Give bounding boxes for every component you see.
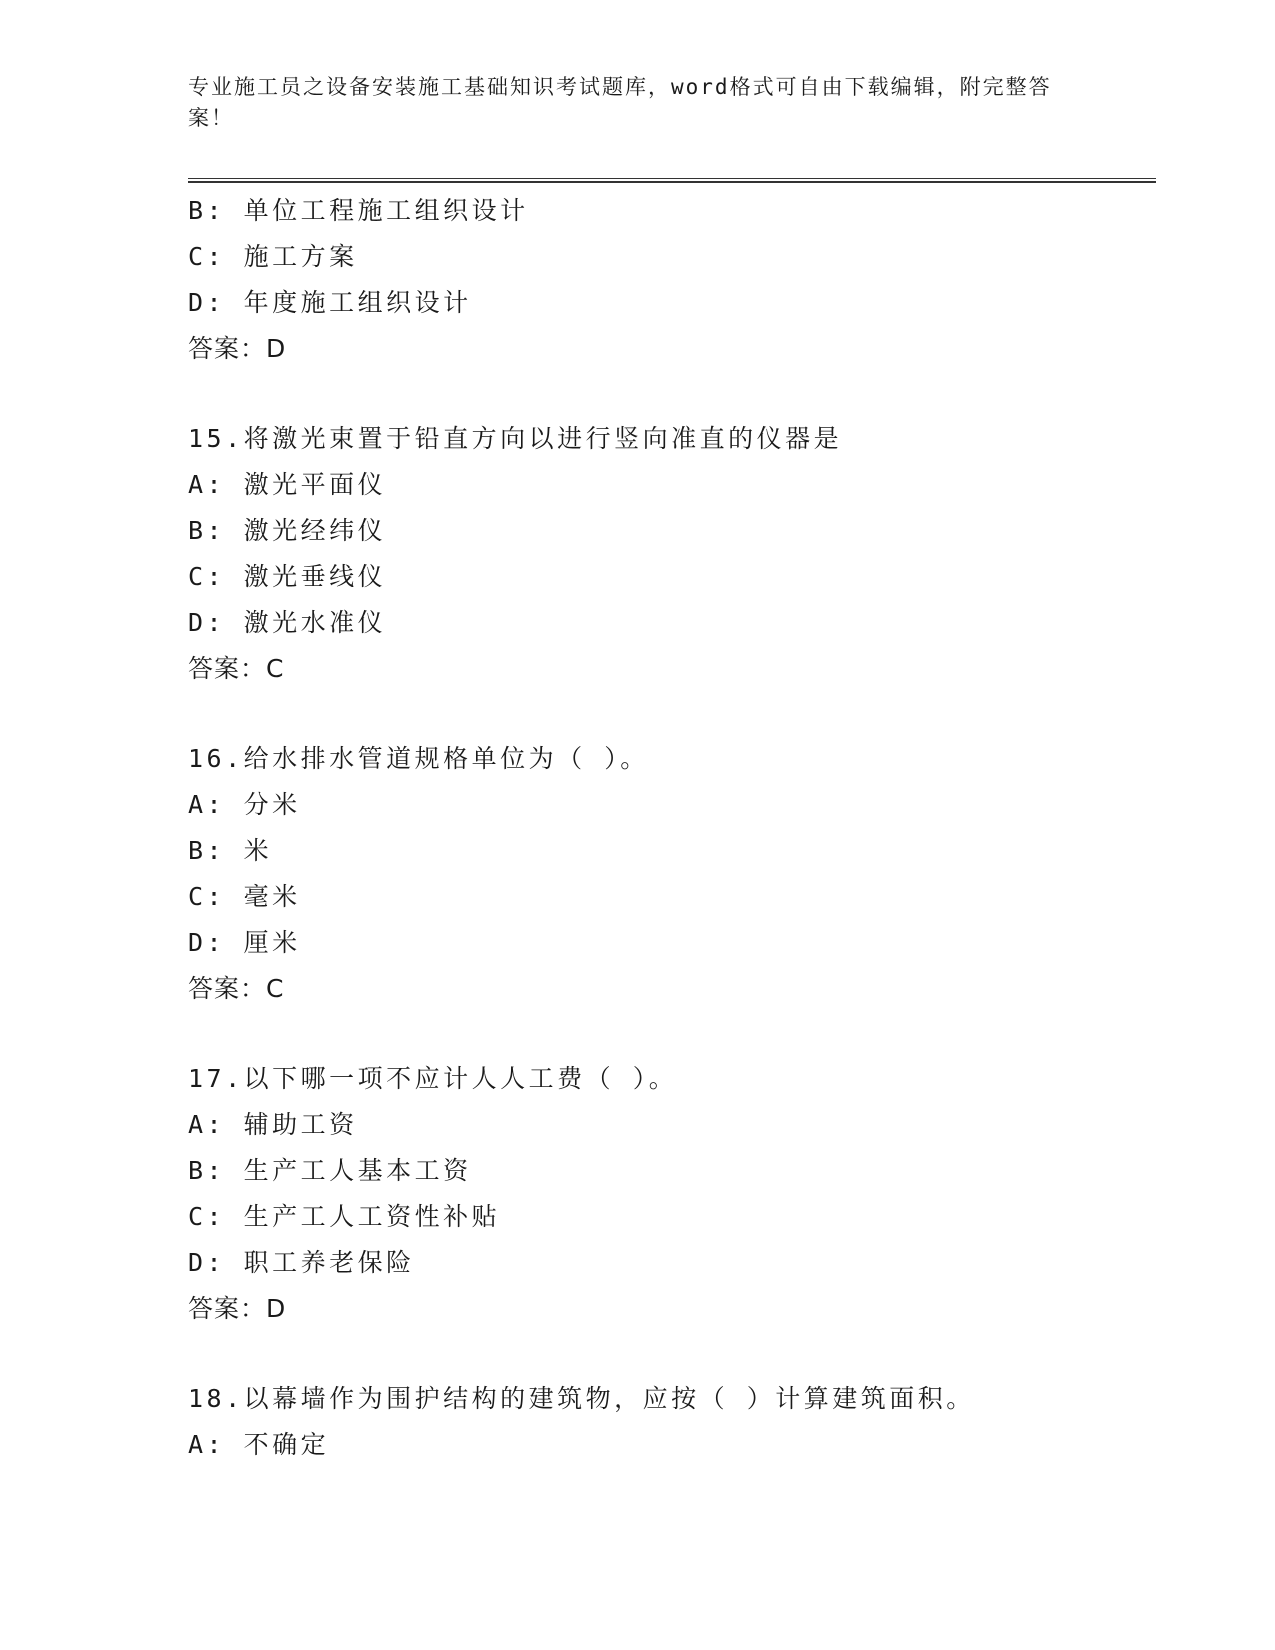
option-letter: D:: [188, 608, 226, 637]
answer-line: 答案：C: [188, 654, 285, 683]
option-d: [188, 1240, 1156, 1286]
option-letter: A:: [188, 1430, 226, 1459]
document-header: [188, 72, 1068, 134]
option-b: [188, 508, 1156, 554]
option-letter: C:: [188, 882, 226, 911]
option-text: 生产工人工资性补贴: [243, 1202, 501, 1231]
answer-line: 答案：D: [188, 1294, 287, 1323]
option-b: [188, 188, 1156, 234]
option-c: [188, 1194, 1156, 1240]
option-letter: C:: [188, 242, 226, 271]
spacer: [188, 1332, 1156, 1376]
spacer: [188, 692, 1156, 736]
option-a: [188, 462, 1156, 508]
option-letter: B:: [188, 836, 226, 865]
option-text: 毫米: [243, 882, 301, 911]
spacer: [188, 1012, 1156, 1056]
option-text: 年度施工组织设计: [243, 288, 472, 317]
option-b: [188, 1148, 1156, 1194]
option-text: 激光垂线仪: [243, 562, 387, 591]
question-list: [188, 188, 1156, 1468]
question-block-17: [188, 1056, 1156, 1332]
question-block-15: [188, 416, 1156, 692]
option-text: 分米: [243, 790, 301, 819]
option-text: 生产工人基本工资: [243, 1156, 472, 1185]
option-d: [188, 920, 1156, 966]
option-letter: C:: [188, 1202, 226, 1231]
spacer: [188, 372, 1156, 416]
option-letter: D:: [188, 288, 226, 317]
header-divider: [188, 178, 1156, 183]
option-text: 职工养老保险: [243, 1248, 415, 1277]
option-letter: A:: [188, 1110, 226, 1139]
option-letter: A:: [188, 790, 226, 819]
question-block-18: [188, 1376, 1156, 1468]
option-c: [188, 874, 1156, 920]
option-text: 激光经纬仪: [243, 516, 387, 545]
option-text: 不确定: [243, 1430, 330, 1459]
option-c: [188, 234, 1156, 280]
option-letter: A:: [188, 470, 226, 499]
question-text: 15.将激光束置于铅直方向以进行竖向准直的仪器是: [188, 424, 843, 453]
option-letter: C:: [188, 562, 226, 591]
question-block-16: [188, 736, 1156, 1012]
option-letter: B:: [188, 196, 226, 225]
question-block-14: [188, 188, 1156, 372]
header-text: 专业施工员之设备安装施工基础知识考试题库，word格式可自由下载编辑，附完整答案！: [188, 75, 1052, 130]
option-letter: D:: [188, 928, 226, 957]
option-b: [188, 828, 1156, 874]
option-a: [188, 1102, 1156, 1148]
question-text: 17.以下哪一项不应计人人工费（ ）。: [188, 1064, 678, 1093]
option-d: [188, 280, 1156, 326]
option-letter: D:: [188, 1248, 226, 1277]
option-letter: B:: [188, 1156, 226, 1185]
option-text: 施工方案: [243, 242, 358, 271]
option-text: 辅助工资: [243, 1110, 358, 1139]
option-d: [188, 600, 1156, 646]
option-letter: B:: [188, 516, 226, 545]
option-text: 单位工程施工组织设计: [243, 196, 529, 225]
option-text: 激光水准仪: [243, 608, 387, 637]
answer-line: 答案：C: [188, 974, 285, 1003]
question-text: 18.以幕墙作为围护结构的建筑物，应按（ ）计算建筑面积。: [188, 1384, 975, 1413]
option-text: 厘米: [243, 928, 301, 957]
answer-line: 答案：D: [188, 334, 287, 363]
option-a: [188, 1422, 1156, 1468]
option-text: 激光平面仪: [243, 470, 387, 499]
option-c: [188, 554, 1156, 600]
question-text: 16.给水排水管道规格单位为（ ）。: [188, 744, 649, 773]
option-text: 米: [243, 836, 273, 865]
option-a: [188, 782, 1156, 828]
